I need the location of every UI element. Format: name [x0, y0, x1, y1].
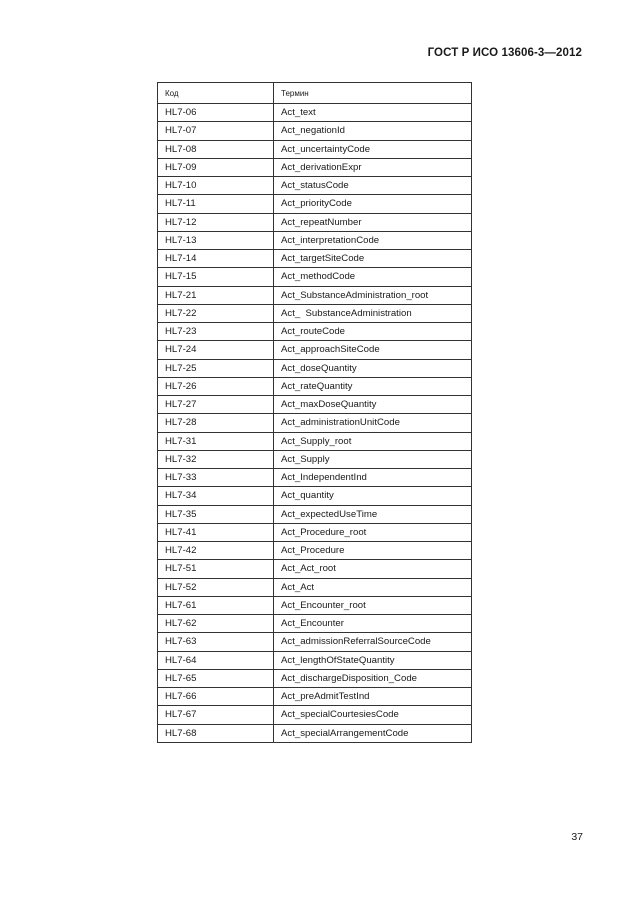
table-row — [158, 633, 472, 651]
table-row — [158, 158, 472, 176]
cell-code: HL7-67 — [158, 706, 274, 724]
table-row — [158, 177, 472, 195]
table-row — [158, 213, 472, 231]
cell-code: HL7-52 — [158, 578, 274, 596]
cell-code: HL7-24 — [158, 341, 274, 359]
cell-term: Act_ SubstanceAdministration — [274, 304, 472, 322]
table-row — [158, 231, 472, 249]
table-row — [158, 651, 472, 669]
cell-code: HL7-51 — [158, 560, 274, 578]
table-row — [158, 669, 472, 687]
cell-term: Act_doseQuantity — [274, 359, 472, 377]
cell-term: Act_dischargeDisposition_Code — [274, 669, 472, 687]
cell-code: HL7-61 — [158, 596, 274, 614]
cell-term: Act_uncertaintyCode — [274, 140, 472, 158]
cell-code: HL7-26 — [158, 377, 274, 395]
table-row — [158, 578, 472, 596]
cell-code: HL7-25 — [158, 359, 274, 377]
cell-term: Act_Procedure — [274, 542, 472, 560]
cell-term: Act_admissionReferralSourceCode — [274, 633, 472, 651]
cell-code: HL7-22 — [158, 304, 274, 322]
table-row — [158, 341, 472, 359]
table-row — [158, 505, 472, 523]
cell-term: Act_Encounter_root — [274, 596, 472, 614]
cell-term: Act_Supply_root — [274, 432, 472, 450]
table-row — [158, 250, 472, 268]
table-row — [158, 706, 472, 724]
cell-code: HL7-31 — [158, 432, 274, 450]
cell-term: Act_expectedUseTime — [274, 505, 472, 523]
column-header-code: Код — [158, 83, 274, 104]
table-row — [158, 596, 472, 614]
table-row — [158, 542, 472, 560]
table-row — [158, 377, 472, 395]
table-row — [158, 414, 472, 432]
cell-code: HL7-62 — [158, 615, 274, 633]
cell-code: HL7-09 — [158, 158, 274, 176]
cell-code: HL7-68 — [158, 724, 274, 742]
cell-term: Act_Act — [274, 578, 472, 596]
table-row — [158, 688, 472, 706]
cell-term: Act_approachSiteCode — [274, 341, 472, 359]
cell-code: HL7-63 — [158, 633, 274, 651]
cell-term: Act_rateQuantity — [274, 377, 472, 395]
cell-term: Act_Supply — [274, 450, 472, 468]
table-body — [158, 104, 472, 743]
table-row — [158, 615, 472, 633]
cell-term: Act_maxDoseQuantity — [274, 396, 472, 414]
table-row — [158, 560, 472, 578]
cell-code: HL7-12 — [158, 213, 274, 231]
cell-term: Act_Procedure_root — [274, 523, 472, 541]
cell-term: Act_preAdmitTestInd — [274, 688, 472, 706]
table-row — [158, 286, 472, 304]
cell-code: HL7-64 — [158, 651, 274, 669]
cell-term: Act_SubstanceAdministration_root — [274, 286, 472, 304]
cell-term: Act_lengthOfStateQuantity — [274, 651, 472, 669]
cell-term: Act_derivationExpr — [274, 158, 472, 176]
table-row — [158, 140, 472, 158]
cell-term: Act_administrationUnitCode — [274, 414, 472, 432]
table-row — [158, 104, 472, 122]
cell-term: Act_negationId — [274, 122, 472, 140]
cell-term: Act_priorityCode — [274, 195, 472, 213]
table-row — [158, 469, 472, 487]
table-row — [158, 195, 472, 213]
code-term-table — [157, 82, 472, 743]
page-number: 37 — [571, 831, 583, 843]
cell-term: Act_statusCode — [274, 177, 472, 195]
table-row — [158, 396, 472, 414]
cell-term: Act_Encounter — [274, 615, 472, 633]
cell-term: Act_methodCode — [274, 268, 472, 286]
cell-code: HL7-32 — [158, 450, 274, 468]
cell-code: HL7-11 — [158, 195, 274, 213]
table-row — [158, 724, 472, 742]
cell-code: HL7-14 — [158, 250, 274, 268]
cell-term: Act_text — [274, 104, 472, 122]
cell-code: HL7-10 — [158, 177, 274, 195]
cell-term: Act_specialArrangementCode — [274, 724, 472, 742]
table-row — [158, 122, 472, 140]
table-row — [158, 450, 472, 468]
cell-term: Act_IndependentInd — [274, 469, 472, 487]
table-row — [158, 487, 472, 505]
cell-term: Act_targetSiteCode — [274, 250, 472, 268]
table-row — [158, 523, 472, 541]
cell-code: HL7-27 — [158, 396, 274, 414]
cell-code: HL7-65 — [158, 669, 274, 687]
cell-code: HL7-08 — [158, 140, 274, 158]
cell-code: HL7-06 — [158, 104, 274, 122]
cell-code: HL7-35 — [158, 505, 274, 523]
table-header-row — [158, 83, 472, 104]
cell-code: HL7-07 — [158, 122, 274, 140]
cell-term: Act_Act_root — [274, 560, 472, 578]
cell-code: HL7-15 — [158, 268, 274, 286]
cell-code: HL7-28 — [158, 414, 274, 432]
cell-code: HL7-23 — [158, 323, 274, 341]
cell-term: Act_interpretationCode — [274, 231, 472, 249]
column-header-term: Термин — [274, 83, 472, 104]
cell-code: HL7-33 — [158, 469, 274, 487]
cell-term: Act_routeCode — [274, 323, 472, 341]
cell-term: Act_specialCourtesiesCode — [274, 706, 472, 724]
cell-code: HL7-13 — [158, 231, 274, 249]
table-row — [158, 323, 472, 341]
document-header: ГОСТ Р ИСО 13606-3—2012 — [427, 47, 582, 59]
cell-term: Act_repeatNumber — [274, 213, 472, 231]
table-row — [158, 359, 472, 377]
cell-code: HL7-42 — [158, 542, 274, 560]
cell-code: HL7-21 — [158, 286, 274, 304]
cell-term: Act_quantity — [274, 487, 472, 505]
table-row — [158, 268, 472, 286]
table-row — [158, 432, 472, 450]
cell-code: HL7-41 — [158, 523, 274, 541]
cell-code: HL7-34 — [158, 487, 274, 505]
table-row — [158, 304, 472, 322]
cell-code: HL7-66 — [158, 688, 274, 706]
